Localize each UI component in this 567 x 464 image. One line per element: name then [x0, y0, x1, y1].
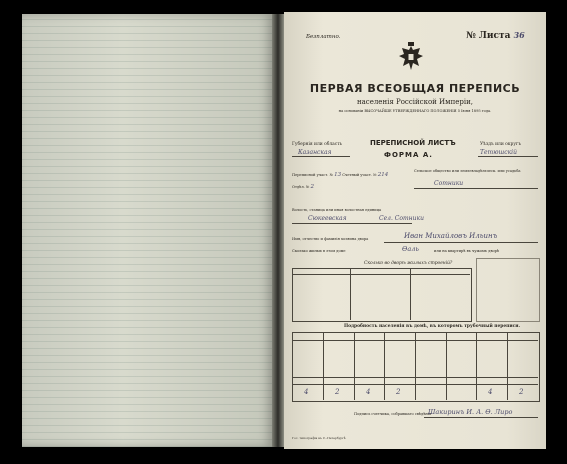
- summary-col-divider: [415, 332, 416, 400]
- buildings-table-divider: [350, 268, 351, 320]
- title-basis: на основаніи ВЫСОЧАЙШЕ УТВЕРЖДЕННАГО ПОЛОЖЕНІЯ 5 Іюня 1895 года.: [338, 109, 492, 113]
- yard-value: Ѳаль: [402, 245, 419, 253]
- buildings-table: [292, 268, 472, 322]
- left-page-blank: [22, 14, 274, 447]
- book-gutter: [272, 14, 284, 447]
- summary-col-divider: [384, 332, 385, 400]
- sheet-label-text: № Листа: [466, 31, 511, 41]
- footer-note: Гос. типографія въ С.-Петербургѣ: [292, 436, 346, 440]
- district-underline: [478, 156, 538, 157]
- summary-table: [292, 332, 540, 402]
- buildings-table-divider: [410, 268, 411, 320]
- volost-value: Сюкеевская: [308, 215, 347, 222]
- census-area-label-text: Переписной участ. №: [292, 173, 333, 177]
- count-area-label: Счетный участ. №: [342, 173, 377, 177]
- signature-value: Шакиринъ И. А. Ѳ. Лиро: [428, 408, 513, 416]
- buildings-caption: Сколько во дворѣ жилыхъ строеній?: [364, 261, 453, 266]
- census-area-value: 13: [334, 172, 342, 178]
- district-value: Тетюшскій: [480, 149, 517, 156]
- instructions-block: [476, 258, 540, 322]
- summary-cell: 2: [335, 388, 340, 396]
- district-label: Уѣздъ или округъ: [480, 142, 522, 147]
- head-underline: [384, 242, 538, 243]
- census-form-page: [284, 12, 546, 449]
- summary-col-divider: [476, 332, 477, 400]
- summary-cell: 2: [396, 388, 401, 396]
- signature-underline: [424, 417, 538, 418]
- head-label: Имя, отчество и фамилія хозяина двора: [292, 237, 369, 241]
- double-headed-eagle-icon: [396, 42, 426, 74]
- volost-underline: [292, 223, 412, 224]
- count-area-value: 214: [377, 172, 389, 178]
- summary-cell: 4: [366, 388, 371, 396]
- census-area-label: [292, 172, 388, 178]
- estate-row: [292, 184, 314, 190]
- buildings-table-header-line: [292, 274, 470, 275]
- summary-cell: 2: [519, 388, 524, 396]
- summary-col-divider: [354, 332, 355, 400]
- summary-cell: 4: [488, 388, 493, 396]
- sheet-title: ПЕРЕПИСНОЙ ЛИСТЪ: [370, 139, 456, 147]
- free-label: Безплатно.: [306, 34, 341, 40]
- estate-value: 2: [310, 184, 314, 190]
- province-value: Казанская: [298, 149, 332, 156]
- title-main: ПЕРВАЯ ВСЕОБЩАЯ ПЕРЕПИСЬ: [309, 82, 521, 95]
- summary-cell: 4: [304, 388, 309, 396]
- sheet-number-label: [466, 30, 525, 41]
- title-sub: населенія Россійской Имперіи,: [356, 98, 474, 106]
- province-underline: [292, 156, 350, 157]
- summary-caption: Подробность населенія въ домѣ, въ которомъ трубочный переписи.: [344, 324, 521, 329]
- village-underline: [414, 188, 538, 189]
- signature-label: Подпись счетчика, собравшаго свѣдѣнія: [354, 412, 432, 416]
- province-label: Губернія или область: [292, 142, 343, 147]
- form-label: ФОРМА А.: [384, 151, 433, 159]
- summary-col-divider: [323, 332, 324, 400]
- house-label: Сколько жилых в этом доме: [292, 249, 346, 253]
- village-label: Сельское общество или землевладѣльческ. или усадьба: [414, 169, 521, 173]
- summary-col-divider: [507, 332, 508, 400]
- village2-value: Сел. Сотники: [379, 215, 424, 222]
- volost-label: Волость, станица или иная волостная единица: [292, 208, 382, 212]
- yard-label: или на квартирѣ въ чужомъ дворѣ: [434, 249, 500, 253]
- sheet-number-value: 36: [513, 30, 525, 40]
- village-value: Сотники: [434, 180, 464, 187]
- estate-label: Отдѣл. №: [292, 185, 310, 189]
- summary-col-divider: [446, 332, 447, 400]
- head-value: Иван Михайловъ Ильинъ: [404, 232, 498, 240]
